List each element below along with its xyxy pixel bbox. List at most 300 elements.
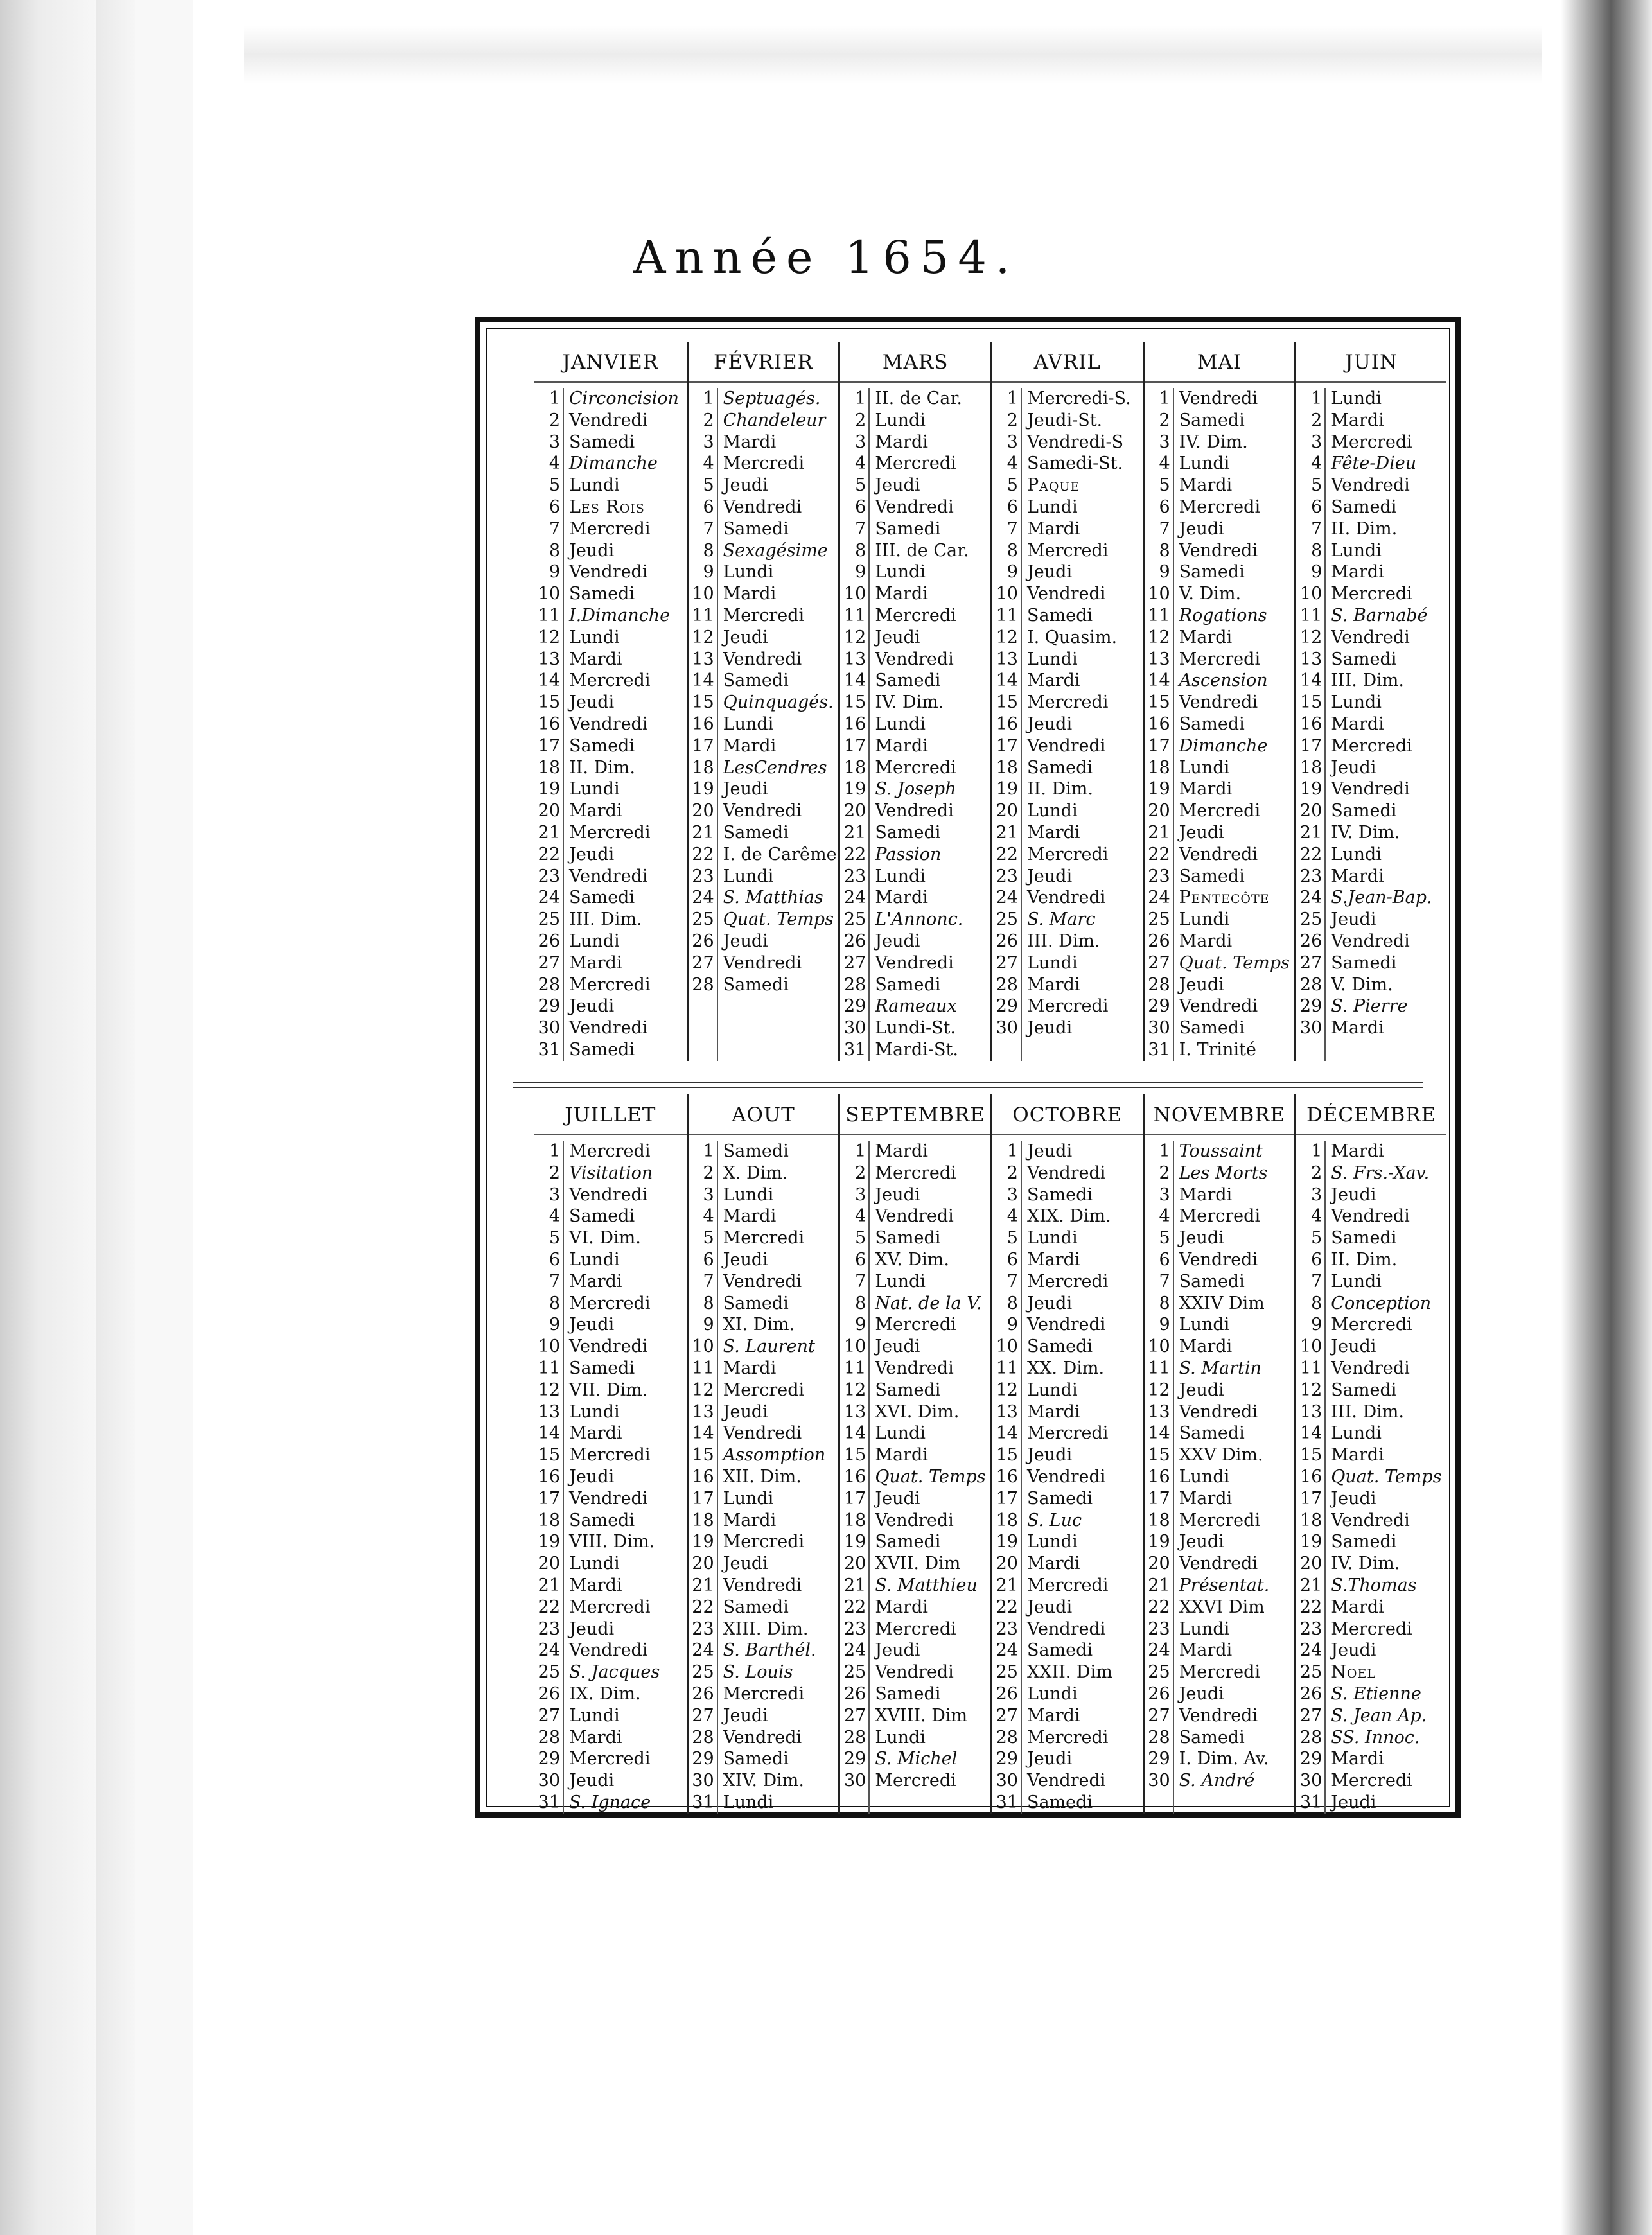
day-name: Samedi [1324,496,1446,518]
day-number: 10 [692,584,714,604]
day-number: 26 [996,1683,1018,1704]
day-row [840,1618,990,1640]
day-number: 10 [538,584,560,604]
day-row [992,1661,1143,1683]
day-list [534,1135,687,1814]
day-row [534,1488,687,1510]
day-row [840,887,990,909]
day-number: 30 [692,1771,714,1791]
day-name: Mardi [1324,1597,1446,1618]
day-number: 8 [1311,540,1322,561]
day-name: Nat. de la V. [868,1293,990,1315]
day-name: Visitation [563,1162,687,1184]
day-number: 7 [1159,518,1170,539]
day-name: Vendredi [1021,887,1143,909]
day-number: 26 [996,931,1018,951]
day-number: 26 [692,931,714,951]
day-row [992,1683,1143,1705]
day-row [1296,1661,1446,1683]
day-name: Lundi [563,931,687,952]
day-row [1296,605,1446,627]
day-number: 9 [855,562,866,583]
day-number: 18 [1148,1510,1170,1530]
calendar-top-half [487,329,1449,1083]
day-row [689,1358,839,1380]
day-row [689,974,839,996]
day-name: Mardi [1021,670,1143,692]
day-number: 8 [1006,1293,1018,1313]
day-row [840,1423,990,1444]
day-number: 23 [1299,1618,1322,1639]
day-number: 4 [703,1206,714,1227]
day-name: Jeudi [868,1336,990,1358]
day-row [534,1380,687,1401]
day-name: Jeudi [563,844,687,866]
day-row [840,931,990,952]
day-row [689,1039,839,1061]
day-number: 16 [692,1466,714,1487]
day-row [1145,692,1295,714]
day-name: Lundi [563,1249,687,1271]
day-name: Vendredi [563,410,687,432]
day-name: Sexagésime [717,540,839,562]
day-name: Mercredi [868,1314,990,1336]
day-number: 28 [538,974,560,995]
day-number: 15 [1299,692,1322,713]
day-row [534,410,687,432]
day-row [840,995,990,1017]
day-row [840,1039,990,1061]
day-number: 8 [855,540,866,561]
day-row [1296,952,1446,974]
day-row [840,605,990,627]
day-row [840,1205,990,1227]
day-number: 28 [996,1727,1018,1748]
day-row [1145,778,1295,800]
day-number: 29 [1148,1749,1170,1769]
calendar-bottom-half [487,1085,1449,1811]
day-row [534,1423,687,1444]
day-number: 18 [1299,1510,1322,1530]
day-name: Samedi [1324,1227,1446,1249]
day-name: Samedi [1173,866,1295,888]
day-row [1145,1575,1295,1597]
day-number: 13 [996,1401,1018,1422]
day-number: 14 [1299,1423,1322,1444]
day-row [1296,1017,1446,1039]
day-number: 31 [1148,1039,1170,1060]
day-name: Lundi [1324,540,1446,562]
day-name: Mercredi [563,1141,687,1162]
day-row [534,1705,687,1727]
day-name: III. Dim. [1324,1401,1446,1423]
day-row [534,1271,687,1293]
day-number: 1 [1006,389,1018,408]
day-number: 10 [1148,584,1170,604]
day-row [840,1661,990,1683]
day-row [534,1727,687,1749]
day-name: Mardi [1173,778,1295,800]
day-number: 21 [1148,822,1170,843]
day-row [1145,649,1295,670]
day-name: Mardi [717,432,839,453]
day-row [1296,1249,1446,1271]
day-list [1145,383,1295,1061]
day-number: 15 [996,1445,1018,1466]
day-name: Mardi [868,887,990,909]
day-name: Mardi [1173,475,1295,496]
day-row [992,1358,1143,1380]
day-name: Jeudi [1021,714,1143,735]
day-name: Vendredi [868,800,990,822]
day-name: Mercredi [1324,1770,1446,1792]
day-row [689,475,839,496]
day-name: Quinquagés. [717,692,839,714]
day-number: 24 [843,1640,866,1661]
day-name [868,1792,990,1814]
day-name: Samedi [1021,1336,1143,1358]
day-row [1296,1466,1446,1488]
day-number: 23 [996,866,1018,886]
day-row [534,692,687,714]
day-name: Mardi [1324,866,1446,888]
day-row [1145,1444,1295,1466]
day-name: Mardi [717,1205,839,1227]
day-name: Lundi [717,866,839,888]
day-row [840,1792,990,1814]
day-row [689,518,839,540]
day-number: 16 [1148,1466,1170,1487]
day-number: 8 [703,540,714,561]
day-name: Mercredi [717,453,839,475]
day-row [534,887,687,909]
day-number: 13 [1148,649,1170,669]
day-row [689,1336,839,1358]
day-row [689,1683,839,1705]
day-number: 10 [538,1337,560,1357]
day-name: Mardi [868,1141,990,1162]
day-name: Jeudi [1021,1748,1143,1770]
day-number: 3 [1159,432,1170,452]
day-number: 4 [549,453,560,474]
calendar-inner-border [486,328,1450,1812]
day-row [534,1575,687,1597]
day-row [840,453,990,475]
day-number: 4 [1311,1206,1322,1227]
day-number: 5 [1159,1228,1170,1249]
day-name: V. Dim. [1324,974,1446,996]
day-row [992,627,1143,649]
day-name: Samedi [717,518,839,540]
day-name [1173,1792,1295,1814]
day-name: Samedi [868,974,990,996]
day-name: XIX. Dim. [1021,1205,1143,1227]
day-row [689,1705,839,1727]
day-number: 18 [996,1510,1018,1530]
day-number: 30 [1299,1771,1322,1791]
day-row [840,1184,990,1206]
day-row [840,627,990,649]
month-header: AOUT [689,1094,839,1135]
day-number: 22 [1299,844,1322,864]
day-number: 4 [549,1206,560,1227]
day-name: Dimanche [563,453,687,475]
day-row [1296,1336,1446,1358]
day-number: 8 [1006,540,1018,561]
day-number: 28 [1148,1727,1170,1748]
day-list [689,1135,839,1814]
day-name: Assomption [717,1444,839,1466]
day-row [534,1039,687,1061]
day-number: 24 [692,1640,714,1661]
day-name: XXVI Dim [1173,1597,1295,1618]
day-name: Jeudi [717,778,839,800]
day-name: Jeudi [563,692,687,714]
day-name: Lundi [717,1488,839,1510]
month-header: JUIN [1296,342,1446,383]
day-name: Mercredi [1021,1727,1143,1749]
day-name: Vendredi [1173,540,1295,562]
day-row [1296,1640,1446,1661]
day-name: Samedi [868,1227,990,1249]
day-number: 14 [692,1423,714,1444]
day-row [1145,952,1295,974]
day-row [840,1770,990,1792]
day-number: 10 [1299,584,1322,604]
day-row [534,931,687,952]
day-name: Mardi [563,952,687,974]
day-name: Mercredi [868,757,990,779]
day-name: IX. Dim. [563,1683,687,1705]
day-row [1145,822,1295,844]
day-number: 31 [843,1039,866,1060]
day-number: 22 [538,1597,560,1617]
day-name: S. Jean Ap. [1324,1705,1446,1727]
day-row [840,909,990,931]
day-name: Mercredi [563,1293,687,1315]
day-name: Lundi [1021,952,1143,974]
day-row [534,1162,687,1184]
day-row [1296,1748,1446,1770]
day-number: 12 [1299,627,1322,647]
day-number: 17 [996,1488,1018,1509]
day-name: Jeudi [1173,518,1295,540]
day-name: Lundi [563,778,687,800]
day-number: 23 [1148,866,1170,886]
day-number: 28 [1299,974,1322,995]
day-name: XV. Dim. [868,1249,990,1271]
day-name: Mercredi [563,670,687,692]
day-number: 1 [549,389,560,408]
day-number [1145,1792,1173,1814]
day-row [1296,822,1446,844]
calendar-frame [475,317,1461,1818]
day-name: Septuagés. [717,388,839,410]
day-row [1296,1727,1446,1749]
day-row [689,909,839,931]
month-columns-bottom [534,1094,1446,1814]
day-row [1145,995,1295,1017]
day-row [1145,735,1295,757]
day-name: Lundi [1173,1466,1295,1488]
day-row [689,1661,839,1683]
day-name: Mardi [1173,1640,1295,1661]
day-number: 27 [1148,952,1170,973]
day-name: Mercredi [1173,1510,1295,1532]
day-row [534,432,687,453]
day-row [992,1336,1143,1358]
day-number: 2 [855,1162,866,1183]
day-number: 19 [692,779,714,800]
day-row [689,1792,839,1814]
day-name: Vendredi [1173,844,1295,866]
day-number: 19 [538,1532,560,1552]
day-row [1296,540,1446,562]
day-row [1296,1162,1446,1184]
day-list [992,1135,1143,1814]
day-number: 20 [1148,1554,1170,1574]
day-name: Mardi [563,1727,687,1749]
day-row [534,1748,687,1770]
day-name: Samedi [563,735,687,757]
day-row [1145,1705,1295,1727]
day-row [689,1466,839,1488]
day-row [1296,1227,1446,1249]
day-number: 13 [843,649,866,669]
day-row [1145,1017,1295,1039]
day-row [840,1162,990,1184]
day-name: Jeudi [563,1618,687,1640]
day-number: 9 [1311,562,1322,583]
day-number: 6 [1159,496,1170,517]
day-row [534,952,687,974]
day-name: Mardi [1324,561,1446,583]
day-name: Lundi [1021,1683,1143,1705]
day-row [1296,1792,1446,1814]
day-name: Mardi [1324,1444,1446,1466]
day-row [1145,1597,1295,1618]
day-row [1145,1466,1295,1488]
day-name: Lundi [563,1401,687,1423]
day-row [1145,561,1295,583]
day-name: Vendredi [868,1358,990,1380]
day-row [534,778,687,800]
day-name: Samedi [1021,1640,1143,1661]
day-number: 1 [703,389,714,408]
day-number: 26 [1148,931,1170,951]
day-name: Samedi [868,518,990,540]
day-number: 24 [538,888,560,908]
day-name: Jeudi [1173,974,1295,996]
day-name: Samedi-St. [1021,453,1143,475]
day-row [689,1488,839,1510]
day-number: 1 [703,1141,714,1161]
day-row [1296,627,1446,649]
day-row [689,1727,839,1749]
day-row [534,735,687,757]
day-row [534,1444,687,1466]
month-header: OCTOBRE [992,1094,1143,1135]
day-number: 22 [996,844,1018,864]
day-number: 20 [1148,801,1170,821]
day-name: SS. Innoc. [1324,1727,1446,1749]
month-header: JUILLET [534,1094,687,1135]
day-number: 29 [692,1749,714,1769]
day-row [1145,605,1295,627]
day-name: Vendredi [1021,1314,1143,1336]
day-number: 9 [549,562,560,583]
day-name: Mercredi [868,1770,990,1792]
day-row [840,518,990,540]
day-row [992,1531,1143,1553]
day-number: 5 [1311,1228,1322,1249]
day-number: 16 [538,714,560,734]
day-number: 5 [1311,475,1322,496]
day-row [1296,1314,1446,1336]
day-name: Jeudi [868,475,990,496]
day-row [1296,1039,1446,1061]
day-row [689,1748,839,1770]
day-number: 7 [703,1271,714,1292]
day-row [689,1640,839,1661]
day-name: Chandeleur [717,410,839,432]
day-name: Jeudi-St. [1021,410,1143,432]
day-row [1145,388,1295,410]
day-number: 18 [1299,757,1322,778]
day-name: Lundi [868,410,990,432]
day-name: Lundi [1021,1531,1143,1553]
day-row [689,605,839,627]
day-name: Samedi [1173,1271,1295,1293]
half-separator [513,1082,1423,1083]
day-number: 18 [692,757,714,778]
day-number: 24 [1299,888,1322,908]
day-name: XXIV Dim [1173,1293,1295,1315]
day-row [992,1184,1143,1206]
day-row [1145,1227,1295,1249]
day-number: 2 [1006,410,1018,430]
day-number: 27 [538,952,560,973]
day-number: 25 [692,1662,714,1683]
day-row [992,1575,1143,1597]
day-row [689,561,839,583]
day-number: 12 [538,1380,560,1400]
day-row [689,692,839,714]
day-name: Vendredi [1021,735,1143,757]
day-number: 30 [996,1018,1018,1039]
day-row [1145,540,1295,562]
day-row [992,561,1143,583]
day-name: Jeudi [868,1488,990,1510]
day-row [1145,714,1295,735]
day-row [689,649,839,670]
day-number: 14 [692,670,714,691]
day-number: 17 [692,1488,714,1509]
day-name: Mardi [1021,1553,1143,1575]
day-list [534,383,687,1061]
day-row [840,1510,990,1532]
day-row [1296,583,1446,605]
day-number: 3 [1311,432,1322,452]
day-row [1145,1510,1295,1532]
day-name: Mardi [868,1444,990,1466]
day-number: 25 [538,909,560,930]
day-number: 5 [855,475,866,496]
day-row [992,909,1143,931]
day-row [1296,735,1446,757]
day-row [1296,844,1446,866]
day-row [534,1184,687,1206]
